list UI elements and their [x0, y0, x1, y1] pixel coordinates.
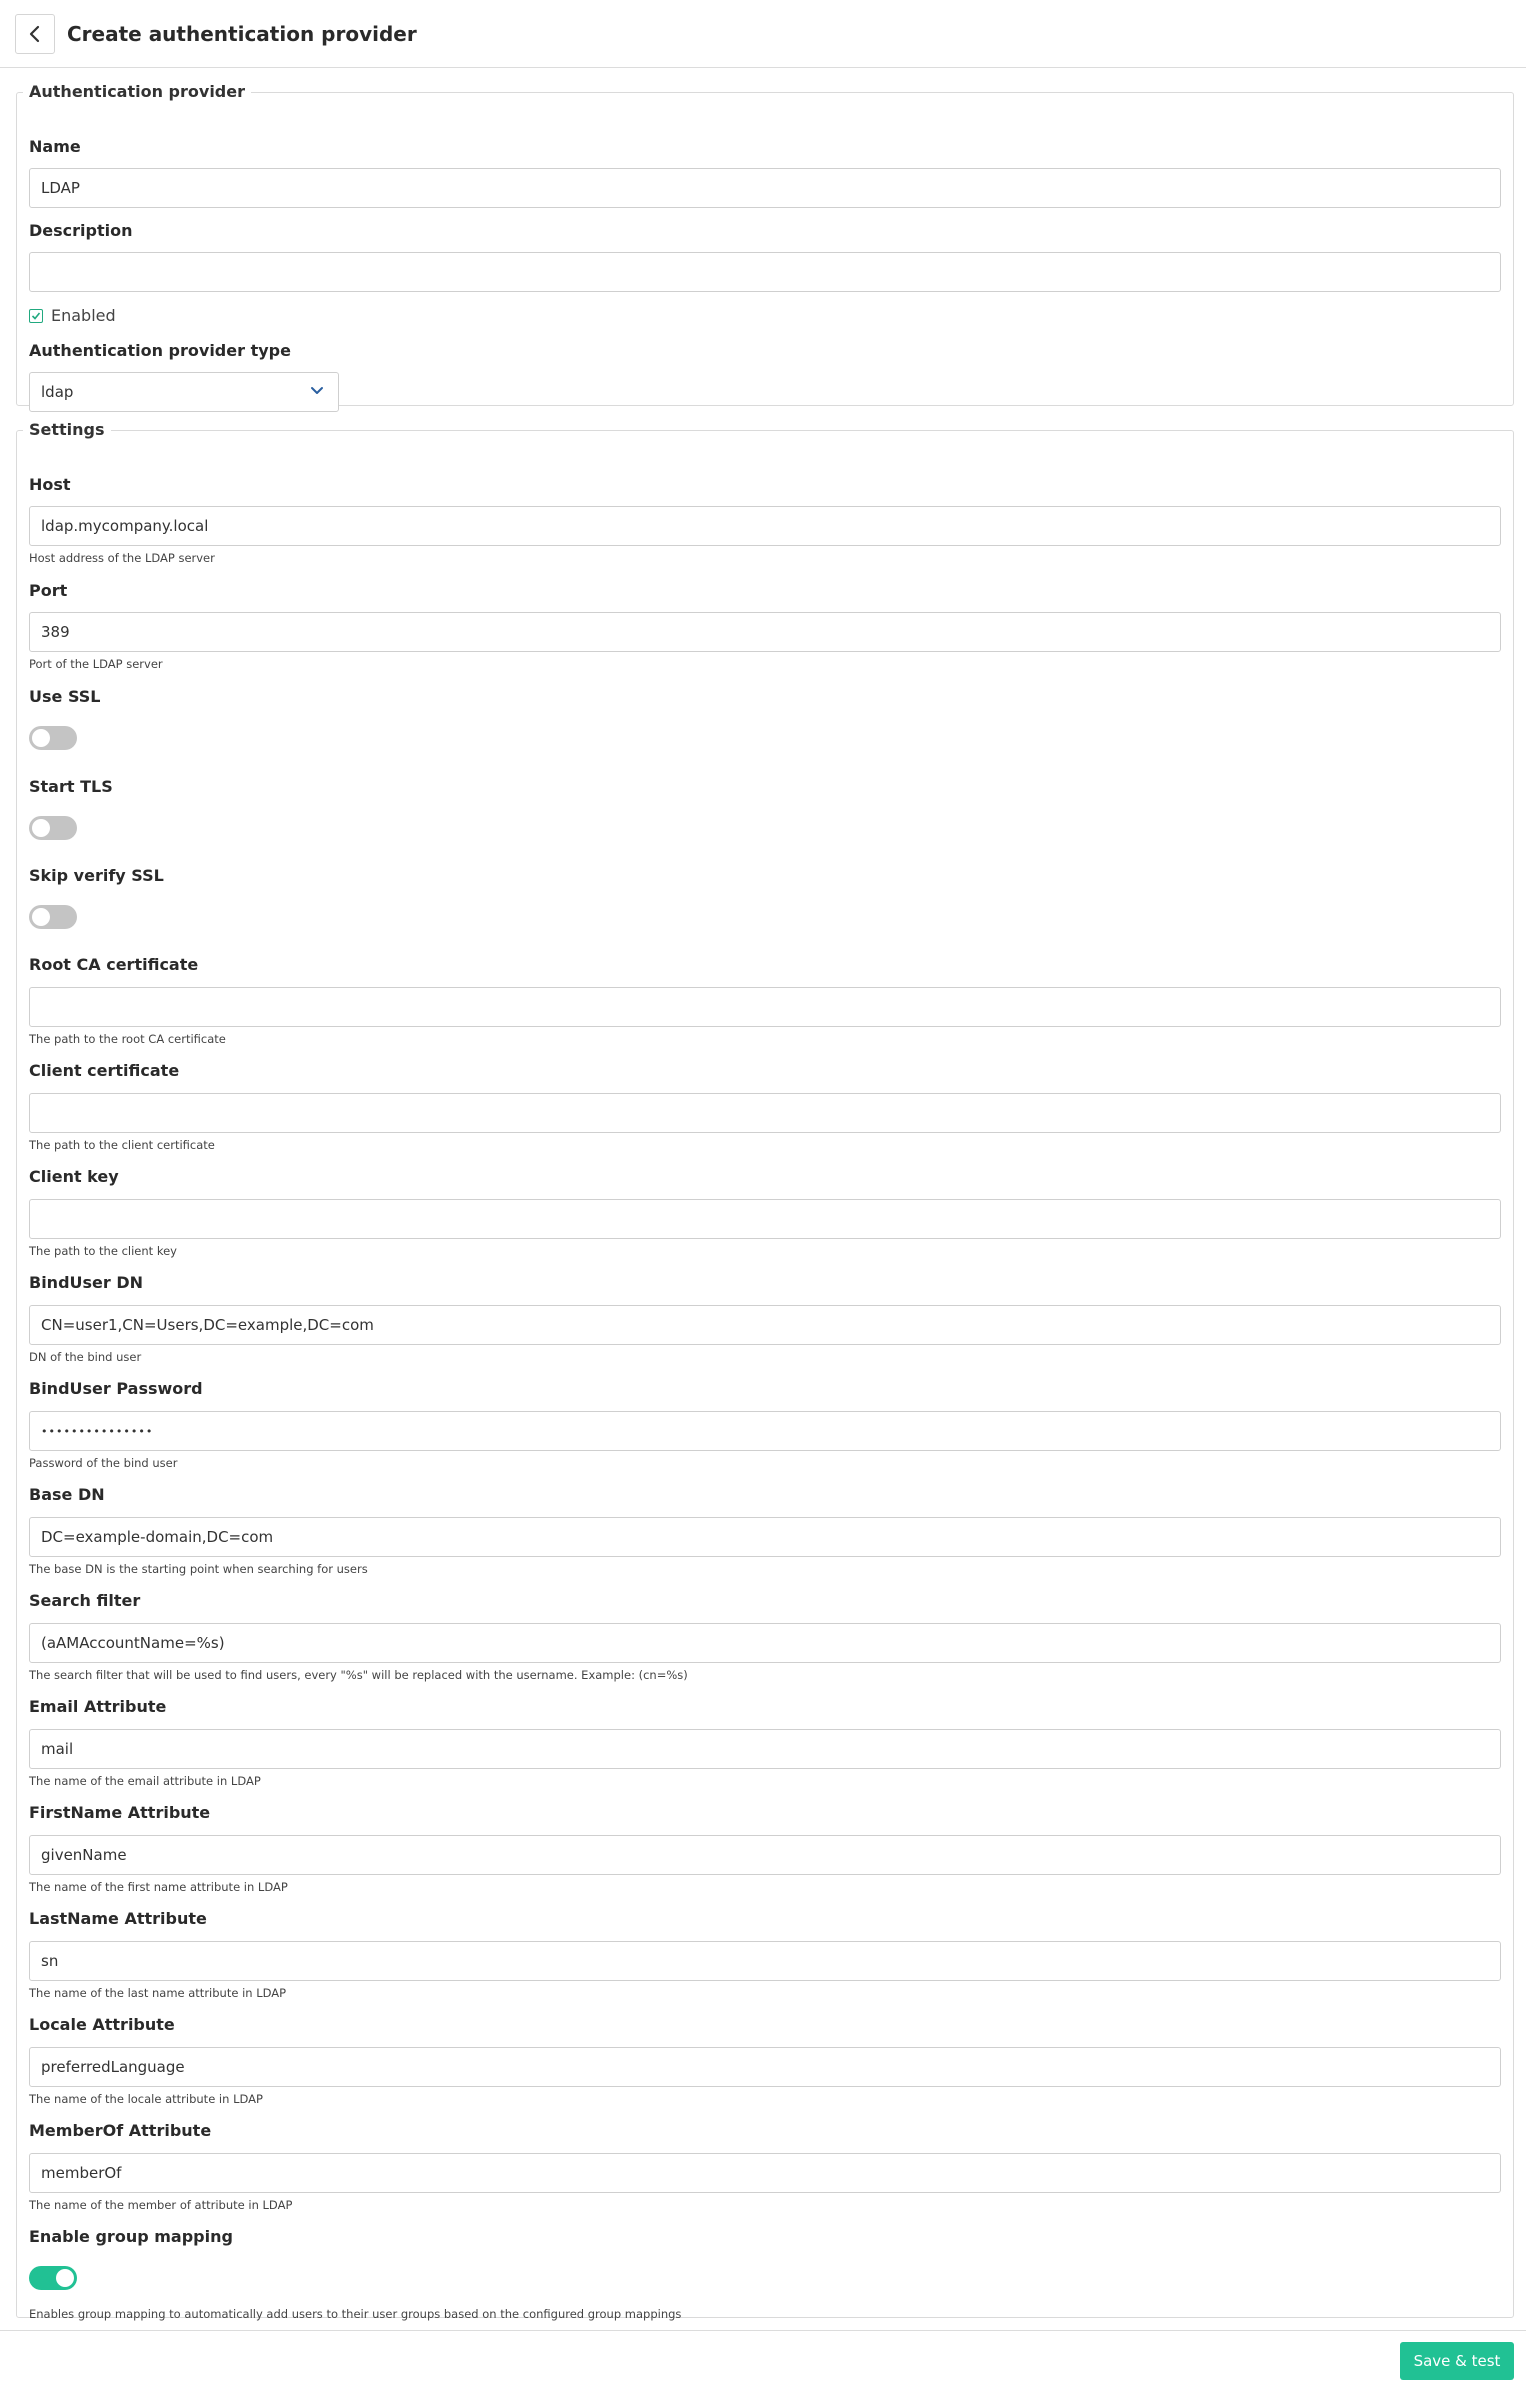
name-label: Name [29, 137, 81, 156]
back-button[interactable] [15, 14, 55, 54]
host-help: Host address of the LDAP server [29, 551, 215, 565]
email-attr-help: The name of the email attribute in LDAP [29, 1774, 261, 1788]
locale-attr-help: The name of the locale attribute in LDAP [29, 2092, 263, 2106]
client-cert-input[interactable] [29, 1093, 1501, 1133]
enabled-checkbox[interactable] [29, 309, 43, 323]
client-cert-label: Client certificate [29, 1061, 180, 1080]
settings-legend: Settings [29, 420, 105, 439]
client-cert-help: The path to the client certificate [29, 1138, 215, 1152]
toggle-knob [32, 819, 50, 837]
firstname-attr-help: The name of the first name attribute in LDAP [29, 1880, 288, 1894]
base-dn-input[interactable] [29, 1517, 1501, 1557]
host-input[interactable] [29, 506, 1501, 546]
use-ssl-toggle[interactable] [29, 726, 77, 750]
locale-attr-input[interactable] [29, 2047, 1501, 2087]
search-filter-help: The search filter that will be used to find users, every "%s" will be replaced with the username. Example: (cn=%s) [29, 1668, 688, 1682]
search-filter-input[interactable] [29, 1623, 1501, 1663]
root-ca-help: The path to the root CA certificate [29, 1032, 226, 1046]
description-input[interactable] [29, 252, 1501, 292]
skip-verify-ssl-label: Skip verify SSL [29, 866, 164, 885]
client-key-input[interactable] [29, 1199, 1501, 1239]
memberof-attr-help: The name of the member of attribute in LDAP [29, 2198, 293, 2212]
client-key-label: Client key [29, 1167, 119, 1186]
enabled-row [29, 306, 116, 326]
search-filter-label: Search filter [29, 1591, 141, 1610]
chevron-down-icon [310, 386, 324, 396]
lastname-attr-label: LastName Attribute [29, 1909, 207, 1928]
provider-legend: Authentication provider [29, 82, 245, 101]
page-footer [0, 2330, 1526, 2389]
client-key-help: The path to the client key [29, 1244, 177, 1258]
firstname-attr-label: FirstName Attribute [29, 1803, 211, 1822]
skip-verify-ssl-toggle[interactable] [29, 905, 77, 929]
enabled-label: Enabled [51, 306, 116, 325]
root-ca-label: Root CA certificate [29, 955, 199, 974]
group-mapping-help: Enables group mapping to automatically add users to their user groups based on the configured group mappings [29, 2307, 682, 2321]
bind-password-help: Password of the bind user [29, 1456, 178, 1470]
toggle-knob [32, 908, 50, 926]
bind-dn-label: BindUser DN [29, 1273, 144, 1292]
chevron-left-icon [28, 25, 42, 43]
memberof-attr-label: MemberOf Attribute [29, 2121, 212, 2140]
root-ca-input[interactable] [29, 987, 1501, 1027]
type-select-value: ldap [41, 383, 74, 401]
provider-fieldset [16, 82, 1514, 406]
host-label: Host [29, 475, 71, 494]
page-title: Create authentication provider [67, 22, 417, 46]
port-label: Port [29, 581, 68, 600]
start-tls-label: Start TLS [29, 777, 113, 796]
port-input[interactable] [29, 612, 1501, 652]
lastname-attr-help: The name of the last name attribute in LDAP [29, 1986, 287, 2000]
group-mapping-toggle[interactable] [29, 2266, 77, 2290]
type-select[interactable] [29, 372, 339, 412]
bind-password-input[interactable] [29, 1411, 1501, 1451]
port-help: Port of the LDAP server [29, 657, 163, 671]
firstname-attr-input[interactable] [29, 1835, 1501, 1875]
use-ssl-label: Use SSL [29, 687, 101, 706]
toggle-knob [56, 2269, 74, 2287]
locale-attr-label: Locale Attribute [29, 2015, 175, 2034]
type-label: Authentication provider type [29, 341, 291, 360]
bind-dn-input[interactable] [29, 1305, 1501, 1345]
check-icon [31, 311, 41, 321]
email-attr-input[interactable] [29, 1729, 1501, 1769]
save-test-button[interactable]: Save & test [1400, 2342, 1514, 2380]
start-tls-toggle[interactable] [29, 816, 77, 840]
toggle-knob [32, 729, 50, 747]
base-dn-label: Base DN [29, 1485, 105, 1504]
memberof-attr-input[interactable] [29, 2153, 1501, 2193]
email-attr-label: Email Attribute [29, 1697, 167, 1716]
lastname-attr-input[interactable] [29, 1941, 1501, 1981]
base-dn-help: The base DN is the starting point when searching for users [29, 1562, 368, 1576]
page-header [0, 0, 1526, 68]
name-input[interactable] [29, 168, 1501, 208]
settings-fieldset [16, 420, 1514, 2321]
bind-password-label: BindUser Password [29, 1379, 203, 1398]
bind-dn-help: DN of the bind user [29, 1350, 142, 1364]
description-label: Description [29, 221, 133, 240]
group-mapping-label: Enable group mapping [29, 2227, 233, 2246]
